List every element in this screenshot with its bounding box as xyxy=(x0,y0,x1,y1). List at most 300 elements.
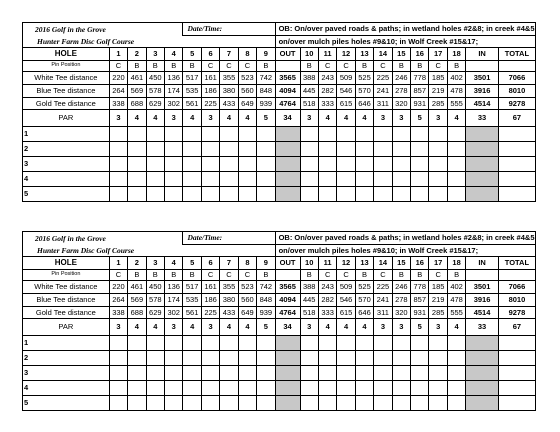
score-cell[interactable] xyxy=(429,351,447,366)
score-cell[interactable] xyxy=(318,187,336,202)
score-cell[interactable] xyxy=(337,187,355,202)
score-cell[interactable] xyxy=(238,366,256,381)
out-score-cell[interactable] xyxy=(275,127,300,142)
score-cell[interactable] xyxy=(165,396,183,411)
score-cell[interactable] xyxy=(146,127,164,142)
par-value: 4 xyxy=(447,319,465,336)
in-distance: 3501 xyxy=(466,72,499,85)
score-cell[interactable] xyxy=(392,336,410,351)
score-cell[interactable] xyxy=(318,172,336,187)
score-cell[interactable] xyxy=(429,127,447,142)
in-distance: 3501 xyxy=(466,281,499,294)
total-score-cell[interactable] xyxy=(498,366,535,381)
tee-distance: 161 xyxy=(201,281,219,294)
score-cell[interactable] xyxy=(201,396,219,411)
score-cell[interactable] xyxy=(318,396,336,411)
score-cell[interactable] xyxy=(374,142,392,157)
par-value: 3 xyxy=(374,319,392,336)
total-score-cell[interactable] xyxy=(498,127,535,142)
scorecard-2 xyxy=(22,231,536,411)
score-cell[interactable] xyxy=(257,187,275,202)
score-cell[interactable] xyxy=(146,157,164,172)
score-cell[interactable] xyxy=(128,336,146,351)
out-score-cell[interactable] xyxy=(275,172,300,187)
score-cell[interactable] xyxy=(165,172,183,187)
score-cell[interactable] xyxy=(392,142,410,157)
score-cell[interactable] xyxy=(355,172,373,187)
score-cell[interactable] xyxy=(201,366,219,381)
par-value: 4 xyxy=(220,319,238,336)
score-cell[interactable] xyxy=(220,172,238,187)
score-cell[interactable] xyxy=(447,396,465,411)
score-cell[interactable] xyxy=(220,336,238,351)
total-score-cell[interactable] xyxy=(498,172,535,187)
pin-position-label: Pin Position xyxy=(23,270,110,281)
par-value: 3 xyxy=(201,110,219,127)
score-cell[interactable] xyxy=(300,157,318,172)
tee-distance: 478 xyxy=(447,85,465,98)
score-cell[interactable] xyxy=(220,127,238,142)
scorecard-1 xyxy=(22,22,536,202)
score-cell[interactable] xyxy=(165,127,183,142)
score-cell[interactable] xyxy=(220,396,238,411)
score-cell[interactable] xyxy=(238,336,256,351)
score-cell[interactable] xyxy=(109,127,127,142)
in-score-cell[interactable] xyxy=(466,336,499,351)
par-value: 3 xyxy=(392,110,410,127)
hole-number: 1 xyxy=(109,257,127,270)
hole-number: 5 xyxy=(183,48,201,61)
total-score-cell[interactable] xyxy=(498,336,535,351)
player-row-number: 2 xyxy=(23,142,110,157)
score-cell[interactable] xyxy=(411,172,429,187)
score-cell[interactable] xyxy=(183,381,201,396)
score-cell[interactable] xyxy=(318,381,336,396)
score-cell[interactable] xyxy=(447,336,465,351)
tee-distance: 535 xyxy=(183,85,201,98)
tee-distance: 333 xyxy=(318,98,336,110)
score-cell[interactable] xyxy=(201,172,219,187)
score-cell[interactable] xyxy=(447,187,465,202)
par-value: 3 xyxy=(429,110,447,127)
score-cell[interactable] xyxy=(429,157,447,172)
score-cell[interactable] xyxy=(146,336,164,351)
score-cell[interactable] xyxy=(411,366,429,381)
score-cell[interactable] xyxy=(429,142,447,157)
ob-rules-line-2: on/over mulch piles holes #9&10; in Wolf Creek #15&17; xyxy=(275,245,535,257)
score-cell[interactable] xyxy=(355,336,373,351)
score-cell[interactable] xyxy=(337,157,355,172)
out-score-cell[interactable] xyxy=(275,381,300,396)
out-score-cell[interactable] xyxy=(275,351,300,366)
score-cell[interactable] xyxy=(109,157,127,172)
score-cell[interactable] xyxy=(374,187,392,202)
score-cell[interactable] xyxy=(183,336,201,351)
score-cell[interactable] xyxy=(411,336,429,351)
score-cell[interactable] xyxy=(165,366,183,381)
score-cell[interactable] xyxy=(257,142,275,157)
score-cell[interactable] xyxy=(318,366,336,381)
score-cell[interactable] xyxy=(183,187,201,202)
score-cell[interactable] xyxy=(128,351,146,366)
score-cell[interactable] xyxy=(183,127,201,142)
par-label: PAR xyxy=(23,110,110,127)
tee-distance: 174 xyxy=(165,85,183,98)
total-score-cell[interactable] xyxy=(498,396,535,411)
score-cell[interactable] xyxy=(429,381,447,396)
score-cell[interactable] xyxy=(300,127,318,142)
score-cell[interactable] xyxy=(201,157,219,172)
tee-distance: 355 xyxy=(220,281,238,294)
score-cell[interactable] xyxy=(392,366,410,381)
out-par: 34 xyxy=(275,110,300,127)
pin-position: B xyxy=(128,270,146,281)
in-score-cell[interactable] xyxy=(466,187,499,202)
score-cell[interactable] xyxy=(238,142,256,157)
score-cell[interactable] xyxy=(318,351,336,366)
score-cell[interactable] xyxy=(109,381,127,396)
par-value: 4 xyxy=(238,110,256,127)
tee-distance: 264 xyxy=(109,85,127,98)
score-cell[interactable] xyxy=(355,187,373,202)
score-cell[interactable] xyxy=(337,396,355,411)
score-cell[interactable] xyxy=(355,381,373,396)
score-cell[interactable] xyxy=(128,187,146,202)
score-cell[interactable] xyxy=(300,396,318,411)
score-cell[interactable] xyxy=(220,366,238,381)
score-cell[interactable] xyxy=(183,396,201,411)
hole-number: 17 xyxy=(429,257,447,270)
score-cell[interactable] xyxy=(238,187,256,202)
total-score-cell[interactable] xyxy=(498,187,535,202)
score-cell[interactable] xyxy=(318,127,336,142)
in-score-cell[interactable] xyxy=(466,142,499,157)
score-cell[interactable] xyxy=(109,172,127,187)
score-cell[interactable] xyxy=(165,351,183,366)
score-cell[interactable] xyxy=(109,351,127,366)
score-cell[interactable] xyxy=(318,336,336,351)
score-cell[interactable] xyxy=(146,396,164,411)
score-cell[interactable] xyxy=(165,142,183,157)
score-cell[interactable] xyxy=(355,396,373,411)
score-cell[interactable] xyxy=(165,157,183,172)
par-value: 3 xyxy=(300,110,318,127)
score-cell[interactable] xyxy=(392,127,410,142)
tee-distance: 264 xyxy=(109,294,127,307)
score-cell[interactable] xyxy=(183,172,201,187)
score-cell[interactable] xyxy=(257,172,275,187)
score-cell[interactable] xyxy=(429,396,447,411)
score-cell[interactable] xyxy=(238,381,256,396)
out-score-cell[interactable] xyxy=(275,366,300,381)
score-cell[interactable] xyxy=(257,351,275,366)
score-cell[interactable] xyxy=(337,381,355,396)
score-cell[interactable] xyxy=(374,366,392,381)
score-cell[interactable] xyxy=(337,351,355,366)
score-cell[interactable] xyxy=(165,381,183,396)
score-cell[interactable] xyxy=(128,396,146,411)
score-cell[interactable] xyxy=(201,381,219,396)
score-cell[interactable] xyxy=(238,351,256,366)
out-score-cell[interactable] xyxy=(275,396,300,411)
score-cell[interactable] xyxy=(146,351,164,366)
tee-distance: 246 xyxy=(392,281,410,294)
score-cell[interactable] xyxy=(220,187,238,202)
score-cell[interactable] xyxy=(447,127,465,142)
hole-number: 12 xyxy=(337,257,355,270)
score-cell[interactable] xyxy=(374,157,392,172)
in-score-cell[interactable] xyxy=(466,127,499,142)
tee-distance: 338 xyxy=(109,307,127,319)
score-cell[interactable] xyxy=(220,157,238,172)
tee-distance: 320 xyxy=(392,98,410,110)
tee-distance: 560 xyxy=(238,85,256,98)
score-cell[interactable] xyxy=(257,127,275,142)
tee-distance: 742 xyxy=(257,72,275,85)
tee-distance: 380 xyxy=(220,85,238,98)
score-cell[interactable] xyxy=(411,351,429,366)
score-cell[interactable] xyxy=(392,351,410,366)
hole-number: 8 xyxy=(238,48,256,61)
tee-distance: 278 xyxy=(392,85,410,98)
score-cell[interactable] xyxy=(355,127,373,142)
tee-distance: 241 xyxy=(374,85,392,98)
score-cell[interactable] xyxy=(300,142,318,157)
score-cell[interactable] xyxy=(411,142,429,157)
score-cell[interactable] xyxy=(238,172,256,187)
score-cell[interactable] xyxy=(201,336,219,351)
score-cell[interactable] xyxy=(128,142,146,157)
score-cell[interactable] xyxy=(146,366,164,381)
out-distance: 3565 xyxy=(275,72,300,85)
total-score-cell[interactable] xyxy=(498,351,535,366)
score-cell[interactable] xyxy=(257,381,275,396)
score-cell[interactable] xyxy=(238,127,256,142)
in-score-cell[interactable] xyxy=(466,172,499,187)
score-cell[interactable] xyxy=(183,157,201,172)
total-label: TOTAL xyxy=(498,48,535,61)
par-value: 5 xyxy=(411,319,429,336)
tee-distance: 517 xyxy=(183,72,201,85)
out-score-cell[interactable] xyxy=(275,142,300,157)
in-distance: 3916 xyxy=(466,85,499,98)
score-cell[interactable] xyxy=(238,396,256,411)
score-cell[interactable] xyxy=(429,366,447,381)
score-cell[interactable] xyxy=(392,396,410,411)
score-cell[interactable] xyxy=(392,187,410,202)
score-cell[interactable] xyxy=(392,381,410,396)
score-cell[interactable] xyxy=(257,157,275,172)
score-cell[interactable] xyxy=(183,351,201,366)
par-value: 3 xyxy=(165,319,183,336)
tee-distance: 285 xyxy=(429,307,447,319)
tee-distance: 186 xyxy=(201,85,219,98)
score-cell[interactable] xyxy=(109,366,127,381)
hole-number: 18 xyxy=(447,257,465,270)
player-row-number: 5 xyxy=(23,187,110,202)
pin-position: C xyxy=(238,270,256,281)
score-cell[interactable] xyxy=(447,381,465,396)
tee-distance: 546 xyxy=(337,85,355,98)
score-cell[interactable] xyxy=(300,366,318,381)
score-cell[interactable] xyxy=(337,336,355,351)
in-distance: 4514 xyxy=(466,98,499,110)
score-cell[interactable] xyxy=(447,351,465,366)
score-cell[interactable] xyxy=(220,381,238,396)
score-cell[interactable] xyxy=(300,381,318,396)
out-score-cell[interactable] xyxy=(275,336,300,351)
score-cell[interactable] xyxy=(146,381,164,396)
score-cell[interactable] xyxy=(128,172,146,187)
score-cell[interactable] xyxy=(447,172,465,187)
in-distance: 4514 xyxy=(466,307,499,319)
tee-distance: 525 xyxy=(355,281,373,294)
score-cell[interactable] xyxy=(300,336,318,351)
score-cell[interactable] xyxy=(411,127,429,142)
score-cell[interactable] xyxy=(183,366,201,381)
par-value: 3 xyxy=(201,319,219,336)
score-cell[interactable] xyxy=(109,187,127,202)
score-cell[interactable] xyxy=(300,351,318,366)
score-cell[interactable] xyxy=(355,157,373,172)
in-score-cell[interactable] xyxy=(466,351,499,366)
hole-number: 3 xyxy=(146,257,164,270)
pin-position: C xyxy=(109,270,127,281)
out-label: OUT xyxy=(275,257,300,270)
score-cell[interactable] xyxy=(374,351,392,366)
score-cell[interactable] xyxy=(355,351,373,366)
score-cell[interactable] xyxy=(146,172,164,187)
score-cell[interactable] xyxy=(300,187,318,202)
par-value: 4 xyxy=(238,319,256,336)
score-cell[interactable] xyxy=(109,142,127,157)
score-cell[interactable] xyxy=(374,336,392,351)
par-value: 4 xyxy=(337,319,355,336)
score-cell[interactable] xyxy=(201,187,219,202)
score-cell[interactable] xyxy=(411,396,429,411)
score-cell[interactable] xyxy=(337,127,355,142)
par-value: 3 xyxy=(374,110,392,127)
score-cell[interactable] xyxy=(374,172,392,187)
pin-position: B xyxy=(146,270,164,281)
tee-distance: 285 xyxy=(429,98,447,110)
total-score-cell[interactable] xyxy=(498,157,535,172)
in-score-cell[interactable] xyxy=(466,157,499,172)
score-cell[interactable] xyxy=(374,127,392,142)
score-cell[interactable] xyxy=(318,142,336,157)
score-cell[interactable] xyxy=(201,127,219,142)
score-cell[interactable] xyxy=(165,336,183,351)
score-cell[interactable] xyxy=(128,366,146,381)
in-score-cell[interactable] xyxy=(466,381,499,396)
score-cell[interactable] xyxy=(220,142,238,157)
score-cell[interactable] xyxy=(128,127,146,142)
tee-distance: 185 xyxy=(429,281,447,294)
tee-distance: 561 xyxy=(183,98,201,110)
in-score-cell[interactable] xyxy=(466,366,499,381)
score-cell[interactable] xyxy=(337,142,355,157)
tee-distance: 517 xyxy=(183,281,201,294)
score-cell[interactable] xyxy=(447,157,465,172)
score-cell[interactable] xyxy=(128,381,146,396)
tee-distance: 445 xyxy=(300,294,318,307)
score-cell[interactable] xyxy=(257,396,275,411)
total-distance: 9278 xyxy=(498,98,535,110)
pin-position: C xyxy=(109,61,127,72)
score-cell[interactable] xyxy=(429,336,447,351)
score-cell[interactable] xyxy=(429,172,447,187)
par-value: 3 xyxy=(392,319,410,336)
tee-distance: 523 xyxy=(238,72,256,85)
score-cell[interactable] xyxy=(146,142,164,157)
out-score-cell[interactable] xyxy=(275,157,300,172)
score-cell[interactable] xyxy=(392,157,410,172)
score-cell[interactable] xyxy=(300,172,318,187)
tee-distance: 402 xyxy=(447,72,465,85)
course-name: Hunter Farm Disc Golf Course xyxy=(23,245,276,257)
tee-distance: 646 xyxy=(355,307,373,319)
score-cell[interactable] xyxy=(109,336,127,351)
score-cell[interactable] xyxy=(109,396,127,411)
out-score-cell[interactable] xyxy=(275,187,300,202)
score-cell[interactable] xyxy=(447,142,465,157)
total-score-cell[interactable] xyxy=(498,381,535,396)
score-cell[interactable] xyxy=(447,366,465,381)
score-cell[interactable] xyxy=(374,396,392,411)
in-score-cell[interactable] xyxy=(466,396,499,411)
score-cell[interactable] xyxy=(128,157,146,172)
score-cell[interactable] xyxy=(201,351,219,366)
par-value: 3 xyxy=(109,319,127,336)
tee-distance: 478 xyxy=(447,294,465,307)
score-cell[interactable] xyxy=(355,142,373,157)
par-value: 4 xyxy=(337,110,355,127)
hole-number: 5 xyxy=(183,257,201,270)
score-cell[interactable] xyxy=(337,366,355,381)
score-cell[interactable] xyxy=(337,172,355,187)
score-cell[interactable] xyxy=(411,187,429,202)
score-cell[interactable] xyxy=(429,187,447,202)
total-distance: 7066 xyxy=(498,281,535,294)
tee-distance: 857 xyxy=(411,294,429,307)
tee-distance: 615 xyxy=(337,307,355,319)
score-cell[interactable] xyxy=(411,157,429,172)
score-cell[interactable] xyxy=(355,366,373,381)
ob-rules-line-1: OB: On/over paved roads & paths; in wetland holes #2&8; in creek #4&5 xyxy=(275,23,535,36)
score-cell[interactable] xyxy=(146,187,164,202)
score-cell[interactable] xyxy=(183,142,201,157)
score-cell[interactable] xyxy=(165,187,183,202)
hole-number: 17 xyxy=(429,48,447,61)
score-cell[interactable] xyxy=(374,381,392,396)
score-cell[interactable] xyxy=(411,381,429,396)
score-cell[interactable] xyxy=(238,157,256,172)
date-time-label: Date/Time: xyxy=(183,23,275,36)
score-cell[interactable] xyxy=(201,142,219,157)
par-value: 3 xyxy=(300,319,318,336)
pin-position: B xyxy=(165,270,183,281)
score-cell[interactable] xyxy=(220,351,238,366)
score-cell[interactable] xyxy=(318,157,336,172)
total-score-cell[interactable] xyxy=(498,142,535,157)
tee-distance: 461 xyxy=(128,281,146,294)
par-value: 4 xyxy=(183,319,201,336)
tee-distance: 778 xyxy=(411,72,429,85)
score-cell[interactable] xyxy=(392,172,410,187)
pin-position: B xyxy=(447,270,465,281)
score-cell[interactable] xyxy=(257,366,275,381)
score-cell[interactable] xyxy=(257,336,275,351)
